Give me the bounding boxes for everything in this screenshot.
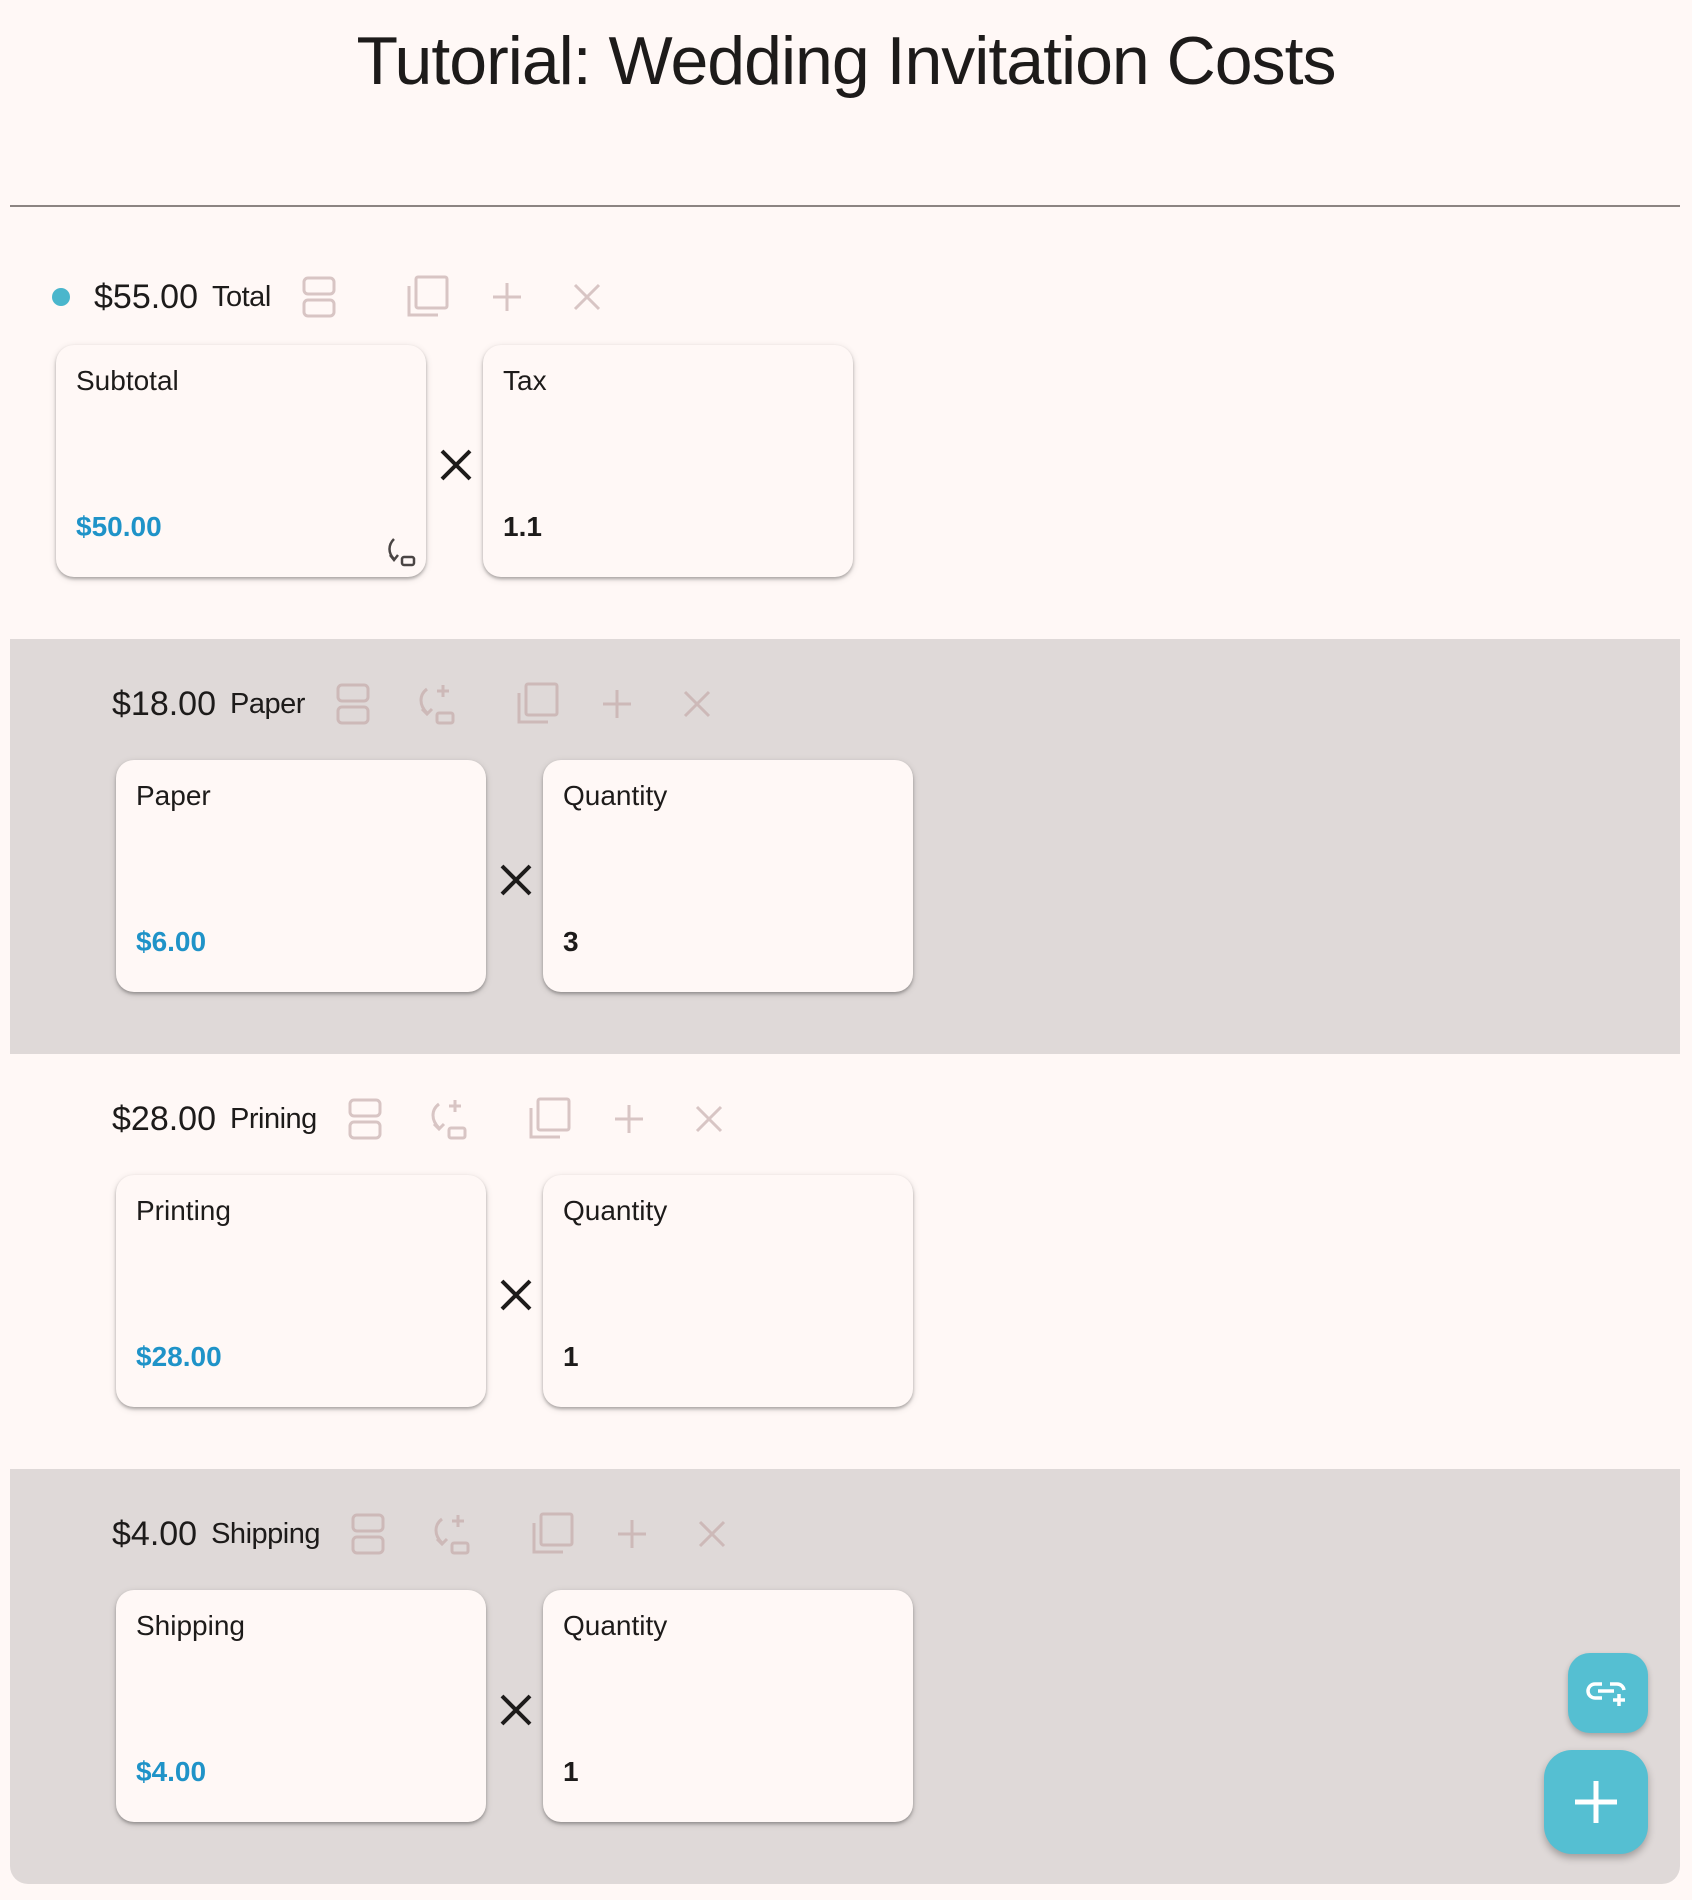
close-icon[interactable] <box>683 1093 735 1145</box>
split-icon[interactable] <box>339 1093 391 1145</box>
card-name: Paper <box>136 780 211 811</box>
copy-icon[interactable] <box>401 271 453 323</box>
card-name: Quantity <box>563 780 668 811</box>
total-header <box>52 267 613 327</box>
card-value: 3 <box>563 926 579 957</box>
section-label[interactable]: Paper <box>230 687 305 720</box>
close-icon[interactable] <box>561 271 613 323</box>
multiply-icon <box>494 1273 538 1317</box>
shipping-header <box>112 1504 738 1564</box>
multiply-icon <box>434 443 478 487</box>
total-amount: $55.00 <box>94 277 198 316</box>
add-icon[interactable] <box>591 678 643 730</box>
quantity-card[interactable] <box>543 760 913 992</box>
close-icon[interactable] <box>686 1508 738 1560</box>
card-value: $6.00 <box>136 926 207 957</box>
printing-header <box>112 1089 735 1149</box>
card-value: 1 <box>563 1341 579 1372</box>
total-section <box>10 260 1680 640</box>
title-divider <box>10 205 1680 207</box>
card-name: Tax <box>503 365 547 396</box>
add-link-icon <box>1586 1678 1630 1708</box>
copy-icon[interactable] <box>526 1508 578 1560</box>
link-add-icon[interactable] <box>424 1508 476 1560</box>
add-icon <box>1573 1779 1619 1825</box>
add-link-button[interactable] <box>1568 1653 1648 1733</box>
status-dot <box>52 288 70 306</box>
card-value: 1.1 <box>503 511 542 542</box>
card-name: Printing <box>136 1195 231 1226</box>
copy-icon[interactable] <box>523 1093 575 1145</box>
card-name: Quantity <box>563 1195 668 1226</box>
paper-header <box>112 674 723 734</box>
copy-icon[interactable] <box>511 678 563 730</box>
card-name: Subtotal <box>76 365 179 396</box>
quantity-card[interactable] <box>543 1590 913 1822</box>
add-icon[interactable] <box>603 1093 655 1145</box>
subtotal-card[interactable] <box>56 345 426 577</box>
paper-card[interactable] <box>116 760 486 992</box>
add-item-button[interactable] <box>1544 1750 1648 1854</box>
shipping-card[interactable] <box>116 1590 486 1822</box>
paper-section <box>10 639 1680 1054</box>
section-label[interactable]: Prining <box>230 1102 317 1135</box>
section-label[interactable]: Shipping <box>211 1517 320 1550</box>
printing-card[interactable] <box>116 1175 486 1407</box>
quantity-card[interactable] <box>543 1175 913 1407</box>
card-name: Shipping <box>136 1610 245 1641</box>
tax-card[interactable] <box>483 345 853 577</box>
link-add-icon[interactable] <box>421 1093 473 1145</box>
section-amount: $18.00 <box>112 684 216 723</box>
multiply-icon <box>494 858 538 902</box>
card-value: $28.00 <box>136 1341 222 1372</box>
page-title: Tutorial: Wedding Invitation Costs <box>356 23 1336 99</box>
split-icon[interactable] <box>342 1508 394 1560</box>
close-icon[interactable] <box>671 678 723 730</box>
add-icon[interactable] <box>606 1508 658 1560</box>
split-icon[interactable] <box>327 678 379 730</box>
linked-item-icon[interactable] <box>384 535 418 569</box>
add-icon[interactable] <box>481 271 533 323</box>
split-icon[interactable] <box>293 271 345 323</box>
card-value: 1 <box>563 1756 579 1787</box>
card-value: $4.00 <box>136 1756 207 1787</box>
card-name: Quantity <box>563 1610 668 1641</box>
shipping-section <box>10 1469 1680 1884</box>
section-amount: $28.00 <box>112 1099 216 1138</box>
card-value: $50.00 <box>76 511 162 542</box>
total-label[interactable]: Total <box>212 280 271 313</box>
printing-section <box>10 1054 1680 1469</box>
multiply-icon <box>494 1688 538 1732</box>
link-add-icon[interactable] <box>409 678 461 730</box>
section-amount: $4.00 <box>112 1514 198 1553</box>
